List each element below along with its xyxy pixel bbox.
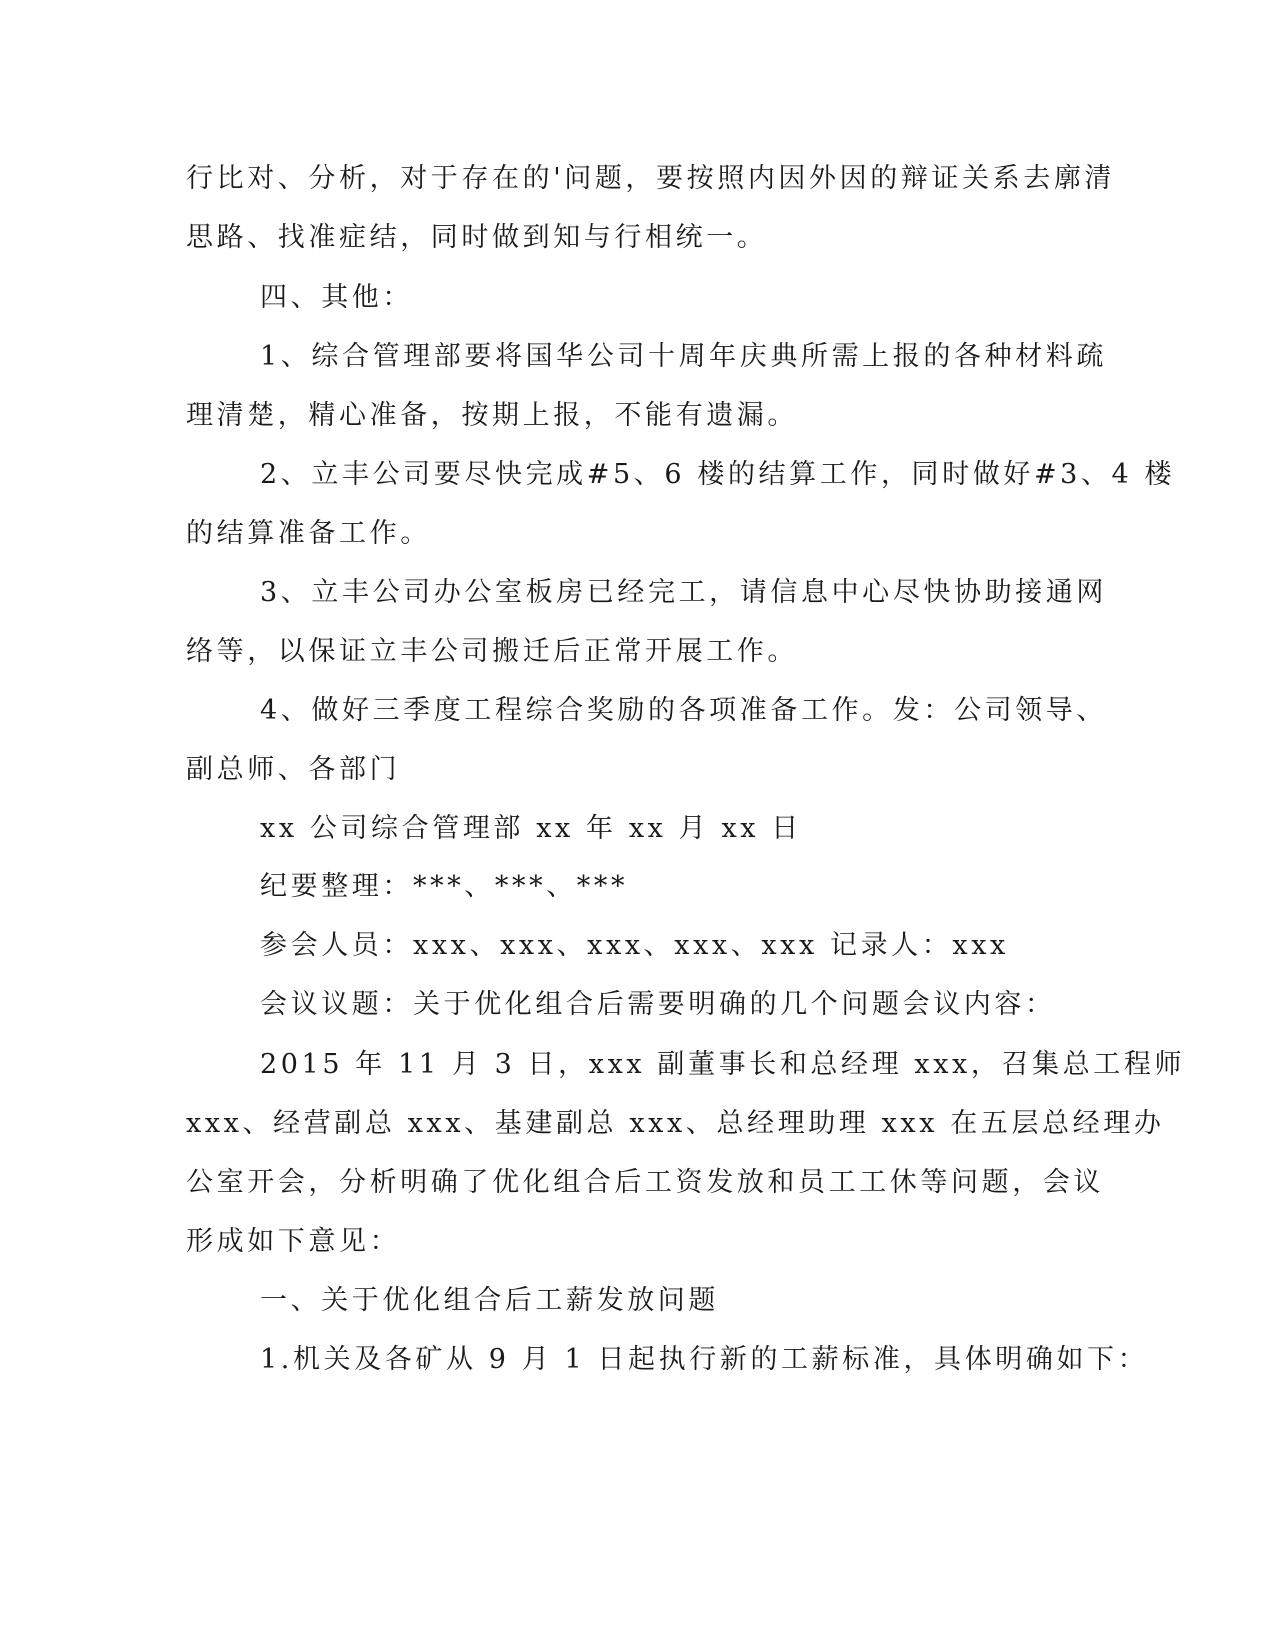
text-line-item-4: 4、做好三季度工程综合奖励的各项准备工作。发：公司领导、 xyxy=(260,695,1107,726)
text-line-item-4-cont: 副总师、各部门 xyxy=(186,754,401,785)
text-line-meeting-4: 形成如下意见： xyxy=(186,1226,401,1257)
text-line-meeting-2: xxx、经营副总 xxx、基建副总 xxx、总经理助理 xxx 在五层总经理办 xyxy=(186,1108,1165,1139)
text-line-item-1: 1、综合管理部要将国华公司十周年庆典所需上报的各种材料疏 xyxy=(260,341,1107,372)
text-line-1: 行比对、分析，对于存在的'问题，要按照内因外因的辩证关系去廓清 xyxy=(186,163,1116,194)
signature-date-line: xx 公司综合管理部 xx 年 xx 月 xx 日 xyxy=(260,813,802,844)
text-line-2: 思路、找准症结，同时做到知与行相统一。 xyxy=(186,222,768,253)
text-line-item-2: 2、立丰公司要尽快完成#5、6 楼的结算工作，同时做好#3、4 楼 xyxy=(260,459,1176,490)
section-heading-salary: 一、关于优化组合后工薪发放问题 xyxy=(260,1285,719,1316)
text-line-meeting-3: 公室开会，分析明确了优化组合后工资发放和员工工休等问题，会议 xyxy=(186,1167,1104,1198)
text-line-meeting-1: 2015 年 11 月 3 日，xxx 副董事长和总经理 xxx，召集总工程师 xyxy=(260,1049,1186,1080)
section-heading-other: 四、其他： xyxy=(260,282,413,313)
text-line-item-3-cont: 络等，以保证立丰公司搬迁后正常开展工作。 xyxy=(186,636,798,667)
minutes-organizer-line: 纪要整理：***、***、*** xyxy=(260,871,629,902)
text-line-item-2-cont: 的结算准备工作。 xyxy=(186,518,431,549)
meeting-topic-line: 会议议题：关于优化组合后需要明确的几个问题会议内容： xyxy=(260,989,1056,1020)
attendees-line: 参会人员：xxx、xxx、xxx、xxx、xxx 记录人：xxx xyxy=(260,930,1009,961)
text-line-salary-1: 1.机关及各矿从 9 月 1 日起执行新的工薪标准，具体明确如下： xyxy=(260,1344,1149,1375)
text-line-item-1-cont: 理清楚，精心准备，按期上报，不能有遗漏。 xyxy=(186,400,798,431)
text-line-item-3: 3、立丰公司办公室板房已经完工，请信息中心尽快协助接通网 xyxy=(260,577,1107,608)
